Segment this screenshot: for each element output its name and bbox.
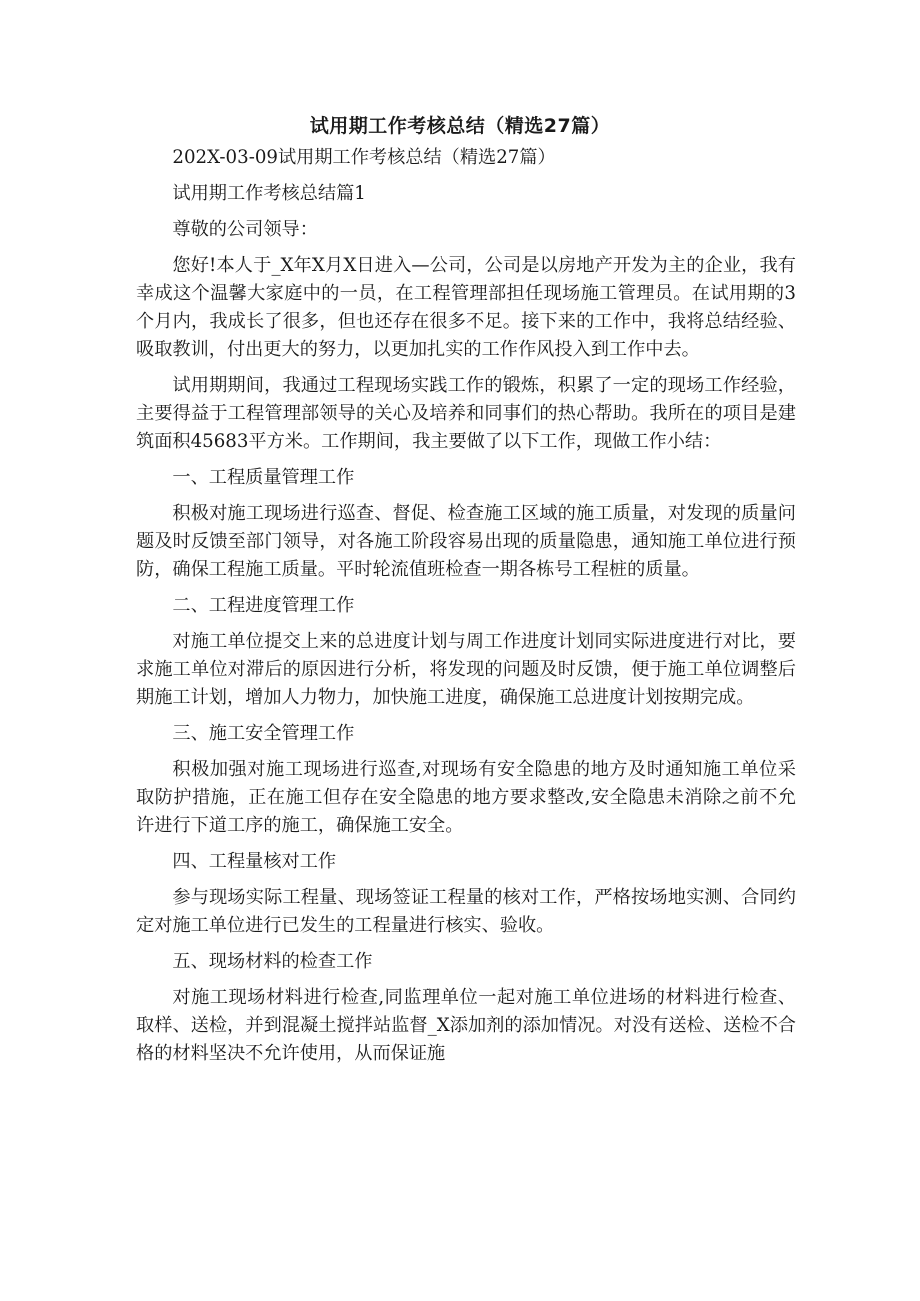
body-paragraph: 对施工现场材料进行检查,同监理单位一起对施工单位进场的材料进行检查、取样、送检，并到混凝土搅拌站监督_X添加剂的添加情况。对没有送检、送检不合格的材料坚决不允许使用，从而保证施	[136, 987, 796, 1064]
section-heading: 试用期工作考核总结篇1	[172, 183, 366, 204]
salutation: 尊敬的公司领导：	[172, 219, 318, 240]
section-heading: 二、工程进度管理工作	[172, 595, 355, 616]
section-heading: 三、施工安全管理工作	[172, 723, 355, 744]
section-heading: 一、工程质量管理工作	[172, 467, 355, 488]
document-date-line: 202X-03-09试用期工作考核总结（精选27篇）	[172, 147, 556, 168]
body-paragraph: 积极对施工现场进行巡查、督促、检查施工区域的施工质量，对发现的质量问题及时反馈至部门领导，对各施工阶段容易出现的质量隐患，通知施工单位进行预防，确保工程施工质量。平时轮流值班检查一期各栋号工程桩的质量。	[136, 503, 796, 580]
body-paragraph: 对施工单位提交上来的总进度计划与周工作进度计划同实际进度进行对比，要求施工单位对滞后的原因进行分析，将发现的问题及时反馈，便于施工单位调整后期施工计划，增加人力物力，加快施工进度，确保施工总进度计划按期完成。	[136, 631, 796, 708]
body-paragraph: 试用期期间，我通过工程现场实践工作的锻炼，积累了一定的现场工作经验，主要得益于工程管理部领导的关心及培养和同事们的热心帮助。我所在的项目是建筑面积45683平方米。工作期间，我主要做了以下工作，现做工作小结：	[136, 375, 796, 452]
section-heading: 四、工程量核对工作	[172, 851, 337, 872]
body-paragraph: 参与现场实际工程量、现场签证工程量的核对工作，严格按场地实测、合同约定对施工单位进行已发生的工程量进行核实、验收。	[136, 887, 796, 936]
body-paragraph: 您好!本人于_X年X月X日进入—公司，公司是以房地产开发为主的企业，我有幸成这个温馨大家庭中的一员，在工程管理部担任现场施工管理员。在试用期的3个月内，我成长了很多，但也还存在很多不足。接下来的工作中，我将总结经验、吸取教训，付出更大的努力，以更加扎实的工作作风投入到工作中去。	[136, 255, 796, 360]
section-heading: 五、现场材料的检查工作	[172, 951, 373, 972]
body-paragraph: 积极加强对施工现场进行巡查,对现场有安全隐患的地方及时通知施工单位采取防护措施，正在施工但存在安全隐患的地方要求整改,安全隐患未消除之前不允许进行下道工序的施工，确保施工安全。	[136, 759, 796, 836]
document-title: 试用期工作考核总结（精选27篇）	[309, 115, 611, 137]
document-body	[136, 144, 796, 1068]
